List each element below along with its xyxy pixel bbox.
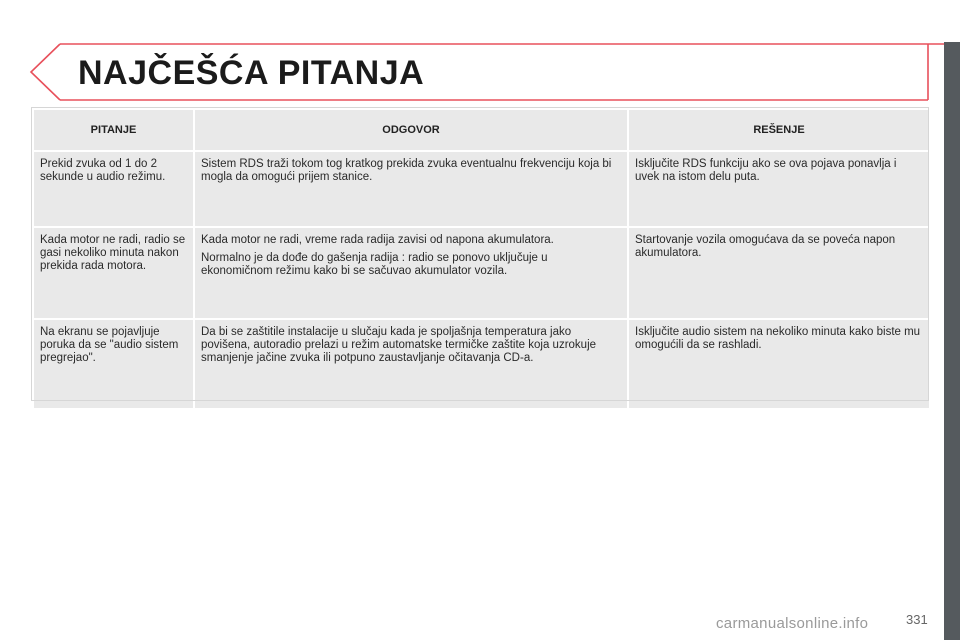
page-title: NAJČEŠĆA PITANJA bbox=[78, 54, 425, 92]
solution-cell: Isključite audio sistem na nekoliko minuta kako biste mu omogućili da se rashladi. bbox=[628, 319, 930, 409]
question-cell: Kada motor ne radi, radio se gasi nekoliko minuta nakon prekida rada motora. bbox=[33, 227, 194, 319]
table-row bbox=[33, 319, 930, 409]
question-cell: Prekid zvuka od 1 do 2 sekunde u audio režimu. bbox=[33, 151, 194, 227]
watermark-text: carmanualsonline.info bbox=[716, 615, 869, 632]
table-header-row bbox=[33, 109, 930, 151]
answer-paragraph: Da bi se zaštitile instalacije u slučaju kada je spoljašnja temperatura jako povišena, autoradio prelazi u režim automatske termičke zaštite koja uzrokuje smanjenje jačine zvuka ili potpuno zaustavljanje očitavanja CD-a. bbox=[201, 326, 597, 364]
solution-cell: Isključite RDS funkciju ako se ova pojava ponavlja i uvek na istom delu puta. bbox=[628, 151, 930, 227]
answer-cell bbox=[194, 319, 628, 409]
column-header-answer: ODGOVOR bbox=[194, 109, 628, 151]
page-number: 331 bbox=[906, 612, 928, 627]
column-header-question: PITANJE bbox=[33, 109, 194, 151]
answer-cell bbox=[194, 151, 628, 227]
answer-paragraph: Sistem RDS traži tokom tog kratkog prekida zvuka eventualnu frekvenciju koja bi mogla da omogući prijem stanice. bbox=[201, 158, 612, 183]
answer-paragraph: Kada motor ne radi, vreme rada radija zavisi od napona akumulatora. bbox=[201, 234, 554, 246]
column-header-solution: REŠENJE bbox=[628, 109, 930, 151]
right-edge-bar bbox=[944, 42, 960, 640]
faq-table bbox=[32, 108, 931, 410]
title-banner bbox=[0, 0, 960, 110]
table-row bbox=[33, 227, 930, 319]
solution-cell: Startovanje vozila omogućava da se poveća napon akumulatora. bbox=[628, 227, 930, 319]
answer-paragraph: Normalno je da dođe do gašenja radija : radio se ponovo uključuje u ekonomičnom režimu kako bi se sačuvao akumulator vozila. bbox=[201, 252, 548, 277]
table-row bbox=[33, 151, 930, 227]
question-cell: Na ekranu se pojavljuje poruka da se "audio sistem pregrejao". bbox=[33, 319, 194, 409]
answer-cell bbox=[194, 227, 628, 319]
